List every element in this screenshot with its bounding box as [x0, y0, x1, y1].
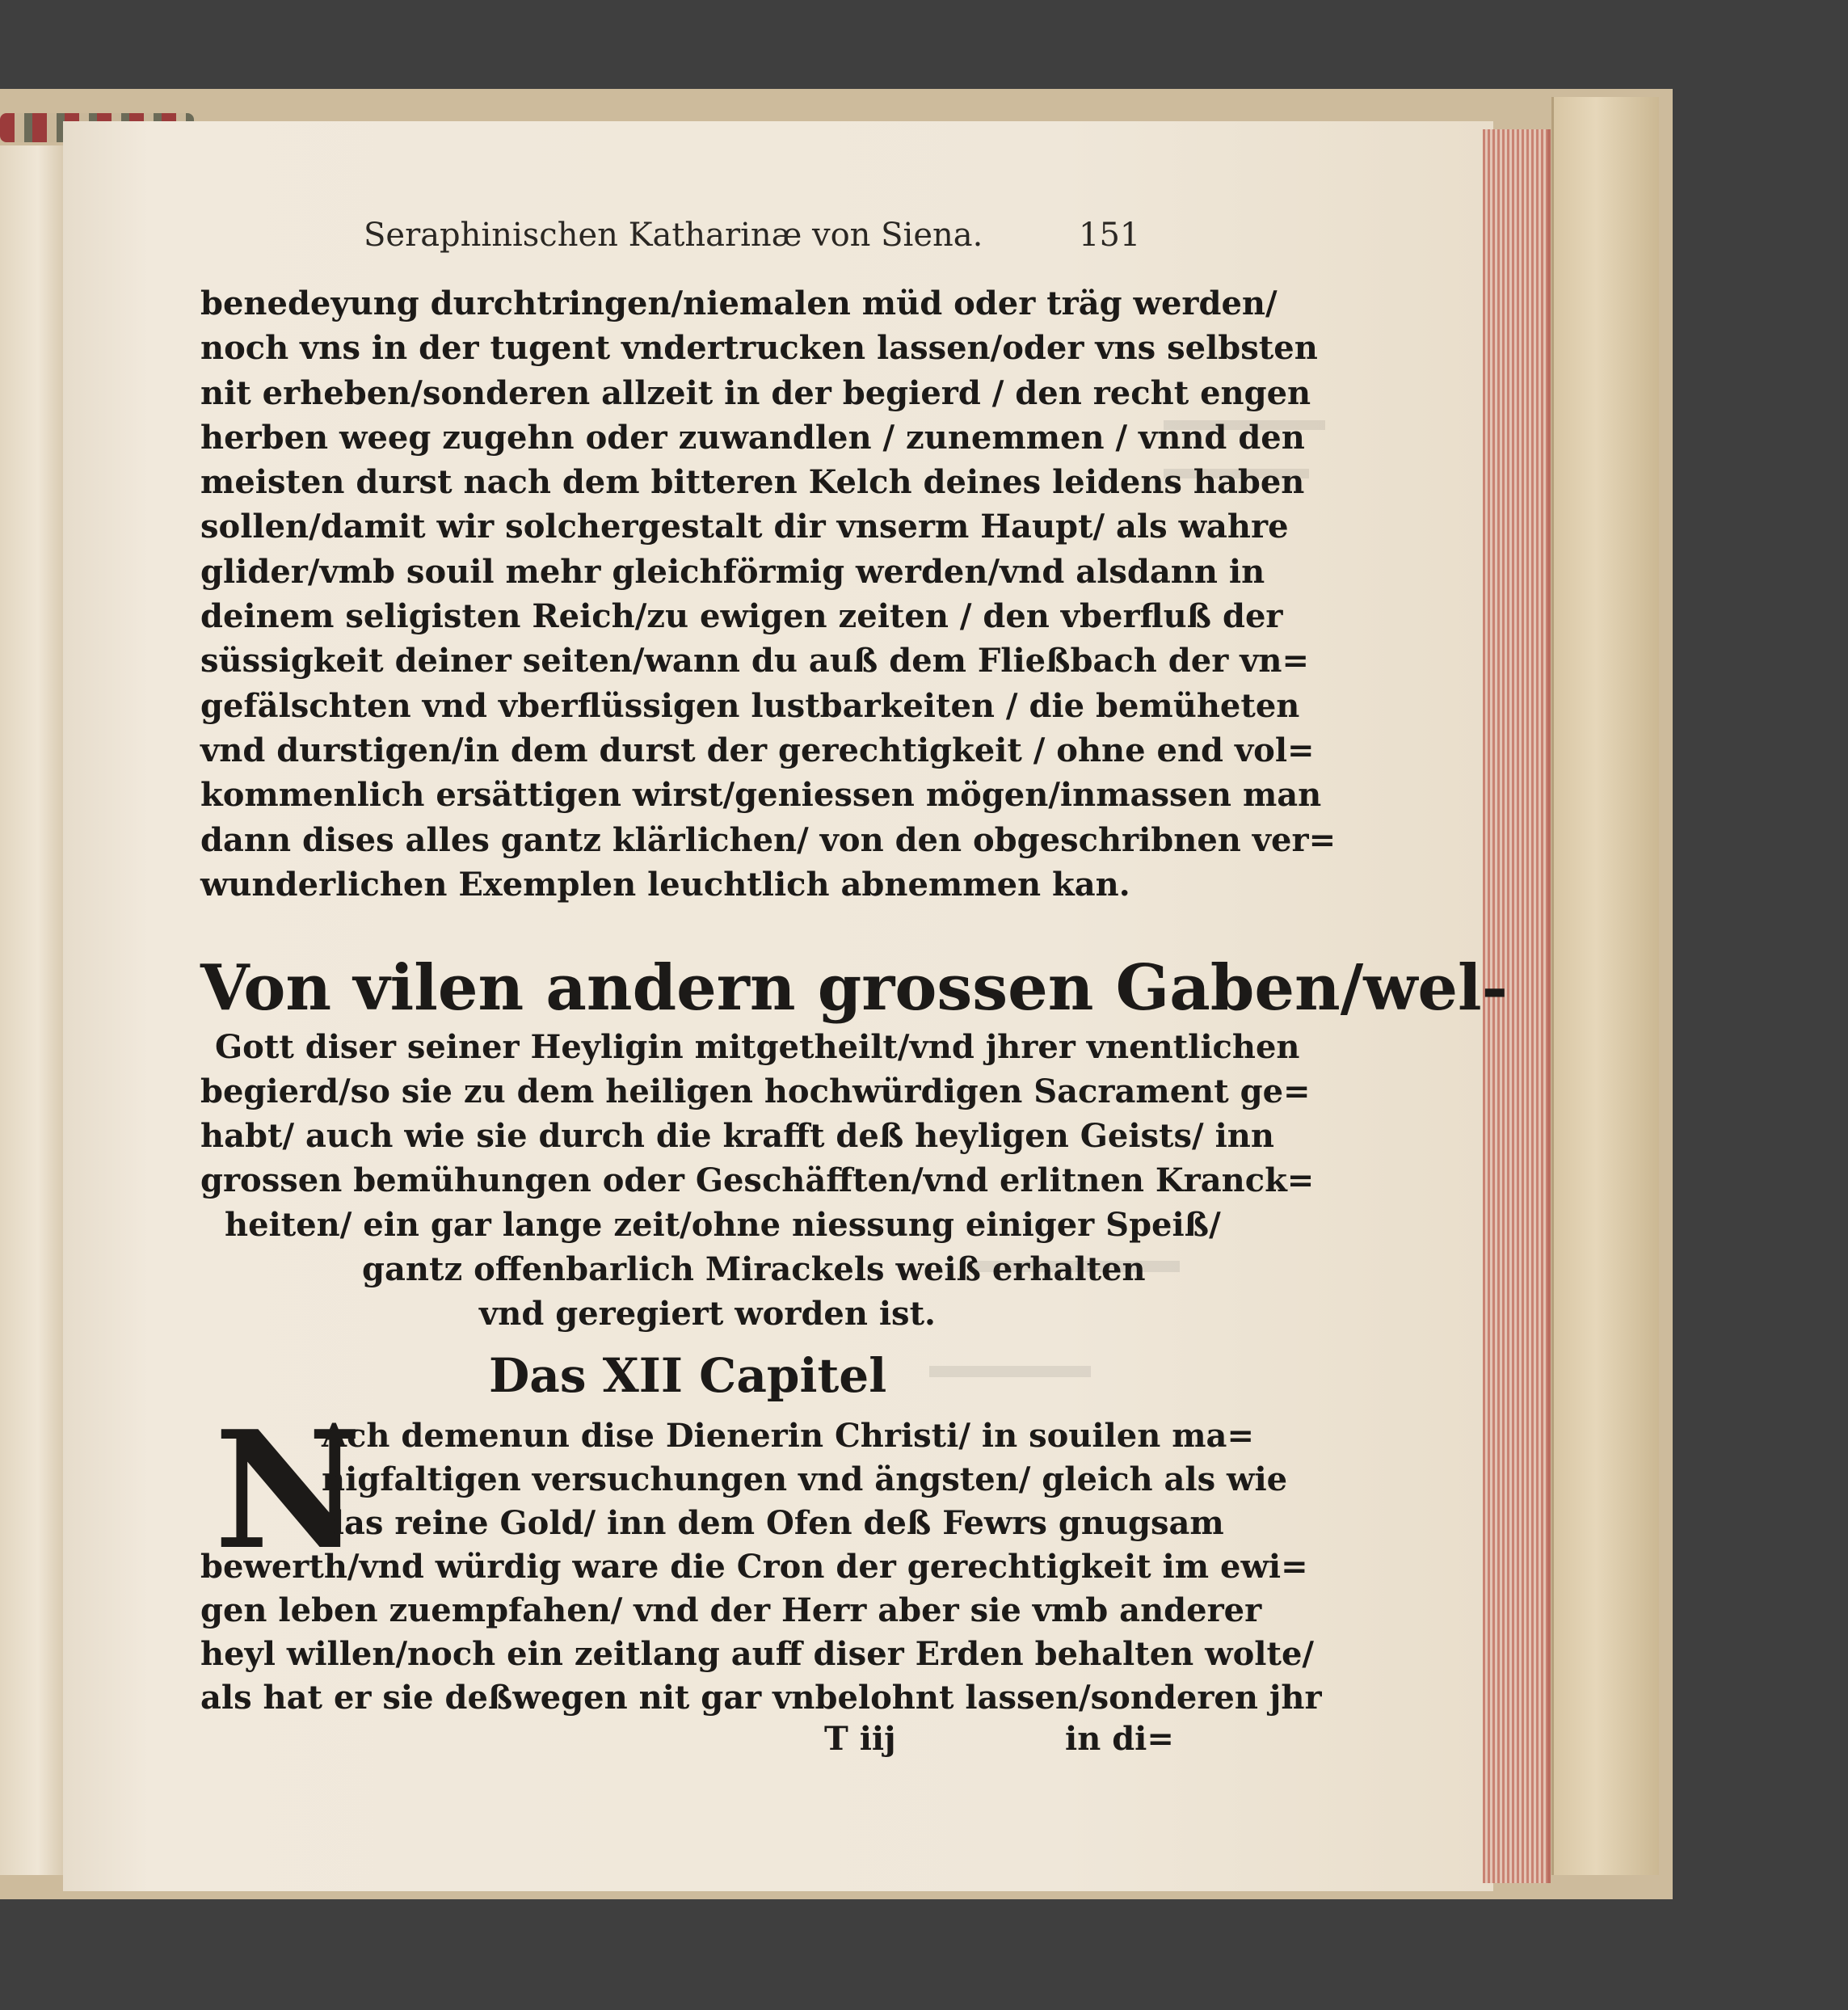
chapter-heading: Von vilen andern grossen Gaben/wel-	[200, 951, 1508, 1025]
text-line: Ach demenun dise Dienerin Christi/ in souilen ma=	[322, 1417, 1254, 1455]
chapter-summary	[200, 1025, 1315, 1336]
page-number: 151	[1079, 217, 1141, 254]
text-line: süssigkeit deiner seiten/wann du auß dem Fließbach der vn=	[200, 642, 1310, 681]
summary-line: Gott diser seiner Heyligin mitgetheilt/vnd jhrer vnentlichen	[215, 1028, 1300, 1066]
text-line: nit erheben/sonderen allzeit in der begierd / den recht engen	[200, 373, 1311, 412]
summary-line: begierd/so sie zu dem heiligen hochwürdigen Sacrament ge=	[200, 1072, 1311, 1110]
left-page-edge	[0, 145, 65, 1875]
show-through-mark	[929, 1366, 1091, 1377]
text-line: wunderlichen Exemplen leuchtlich abnemmen kan.	[200, 865, 1130, 904]
paragraph-text	[200, 1414, 1322, 1720]
summary-line: habt/ auch wie sie durch die krafft deß heyligen Geists/ inn	[200, 1117, 1274, 1155]
text-line: gen leben zuempfahen/ vnd der Herr aber sie vmb anderer	[200, 1591, 1262, 1629]
text-line: bewerth/vnd würdig ware die Cron der gerechtigkeit im ewi=	[200, 1548, 1308, 1586]
text-line: meisten durst nach dem bitteren Kelch deines leidens haben	[200, 463, 1305, 502]
body-text	[200, 281, 1337, 907]
back-board	[1551, 97, 1659, 1875]
text-line: das reine Gold/ inn dem Ofen deß Fewrs gnugsam	[322, 1504, 1224, 1542]
drop-initial: N	[214, 1396, 362, 1586]
running-title: Seraphinischen Katharinæ von Siena.	[364, 217, 983, 254]
text-line: benedeyung durchtringen/niemalen müd oder träg werden/	[200, 284, 1278, 322]
summary-line: grossen bemühungen oder Geschäfften/vnd erlitnen Kranck=	[200, 1161, 1315, 1199]
summary-line: gantz offenbarlich Mirackels weiß erhalten	[362, 1250, 1146, 1288]
text-line: dann dises alles gantz klärlichen/ von den obgeschribnen ver=	[200, 820, 1337, 859]
text-line: deinem seligisten Reich/zu ewigen zeiten / den vberfluß der	[200, 597, 1283, 636]
text-line: nigfaltigen versuchungen vnd ängsten/ gleich als wie	[322, 1460, 1288, 1498]
text-line: glider/vmb souil mehr gleichförmig werden/vnd alsdann in	[200, 552, 1265, 591]
catchword: in di=	[1065, 1720, 1174, 1758]
text-line: noch vns in der tugent vndertrucken lassen/oder vns selbsten	[200, 329, 1318, 368]
summary-line: heiten/ ein gar lange zeit/ohne niessung einiger Speiß/	[225, 1206, 1221, 1244]
chapter-number: Das XII Capitel	[489, 1348, 887, 1403]
signature-mark: T iij	[824, 1720, 896, 1758]
text-line: gefälschten vnd vberflüssigen lustbarkeiten / die bemüheten	[200, 686, 1300, 725]
summary-line: vnd geregiert worden ist.	[479, 1295, 936, 1333]
text-line: kommenlich ersättigen wirst/geniessen mögen/inmassen man	[200, 776, 1322, 815]
text-line: herben weeg zugehn oder zuwandlen / zunemmen / vnnd den	[200, 418, 1305, 457]
text-line: heyl willen/noch ein zeitlang auff diser Erden behalten wolte/	[200, 1635, 1315, 1673]
text-line: sollen/damit wir solchergestalt dir vnserm Haupt/ als wahre	[200, 508, 1289, 546]
text-line: als hat er sie deßwegen nit gar vnbelohnt lassen/sonderen jhr	[200, 1679, 1322, 1717]
text-line: vnd durstigen/in dem durst der gerechtigkeit / ohne end vol=	[200, 731, 1315, 769]
